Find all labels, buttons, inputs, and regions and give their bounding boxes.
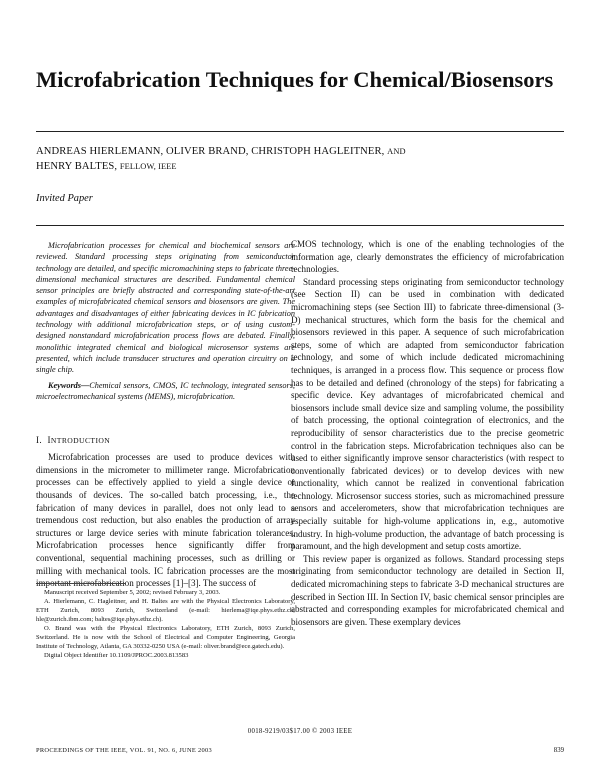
authors-line-2: HENRY BALTES,	[36, 161, 118, 172]
footnote-doi: Digital Object Identifier 10.1109/JPROC.2003.813583	[44, 652, 189, 660]
authors-and: AND	[387, 147, 406, 156]
author-list	[36, 144, 564, 174]
paper-title: Microfabrication Techniques for Chemical/Biosensors	[36, 67, 554, 92]
copyright-line: 0018-9219/03$17.00 © 2003 IEEE	[247, 728, 353, 735]
header-rule	[36, 225, 564, 226]
right-paragraph-3: This review paper is organized as follows. Standard processing steps originating from semiconductor technology are detailed in Section II, dedicated micromachining steps to fabricate 3-D mechanical structures are described in Section III. In Section IV, basic chemical sensor principles are abstracted and corresponding examples for microfabricated chemical and biosensors are given. These exemplary devices	[291, 553, 564, 627]
section-title-rest: NTRODUCTION	[50, 436, 111, 446]
right-paragraph-1: CMOS technology, which is one of the enabling technologies of the information age, clearly demonstrates the efficiency of microfabrication technologies.	[291, 239, 564, 275]
abstract: Microfabrication processes for chemical and biochemical sensors are reviewed. Standard processing steps originating from semiconductor technology are detailed, and specific micromachining steps to fabricate three-dimensional mechanical structures are described. Fundamental chemical sensor principles are briefly abstracted and corresponding state-of-the-art examples of microfabricated chemical sensors and biosensors are given. The advantages and disadvantages of either fabricating devices in IC fabrication technology with additional microfabrication steps, or of using custom-designed nonstandard microfabrication process flows are debated. Finally, monolithic integrated chemical and biological microsensor systems are presented, which include transducer structures and operation circuitry on a single chip.	[36, 241, 295, 375]
footnote-affiliation-2: O. Brand was with the Physical Electronics Laboratory, ETH Zurich, 8093 Zurich, Switzerland. He is now with the School of Electrical and Computer Engineering, Georgia Institute of Technology, Atlanta, GA 30332-0250 USA (e-mail: oliver.brand@ece.gatech.edu).	[36, 625, 295, 651]
intro-paragraph: Microfabrication processes are used to produce devices with dimensions in the micrometer to millimeter range. Microfabrication processes can be effectively applied to yield a single device or thousands of devices. The so-called batch processing, i.e., the fabrication of many devices in parallel, does not only lead to a tremendous cost reduction, but also enables the production of array structures or large device series with minute fabrication tolerances. Microfabrication processes hence significantly differ from conventional, sequential machining processes, such as drilling or milling with mechanical tools. IC fabrication processes are the most important microfabrication processes [1]–[3]. The success of	[36, 452, 295, 589]
right-column	[291, 238, 564, 628]
keywords-label: Keywords—	[48, 380, 90, 390]
footnote-received: Manuscript received September 5, 2002; revised February 3, 2003.	[44, 589, 221, 596]
section-title-initial: I	[47, 435, 51, 446]
footnote-affiliation-1: A. Hierlemann, C. Hagleitner, and H. Baltes are with the Physical Electronics Laboratory, ETH Zurich, 8093 Zurich, Switzerland (e-mail: hierlema@iqe.phys.ethz.ch; hle@zurich.ibm.com; baltes@iqe.phys.ethz.ch).	[36, 598, 295, 624]
keywords-text: Chemical sensors, CMOS, IC technology, integrated sensors, microelectromechanical systems (MEMS), microfabrication.	[36, 380, 295, 401]
section-heading-introduction	[36, 435, 295, 445]
footnotes	[36, 588, 295, 660]
section-number: I.	[36, 435, 43, 446]
footnote-rule	[36, 583, 126, 584]
left-column	[36, 240, 295, 590]
keywords	[36, 380, 295, 403]
author-fellow-grade: FELLOW, IEEE	[119, 162, 177, 171]
page-number: 839	[553, 747, 564, 754]
title-rule	[36, 131, 564, 132]
right-paragraph-2: Standard processing steps originating from semiconductor technology (see Section II) can be used in combination with dedicated micromachining steps (see Section III) to fabricate three-dimensional (3-D) mechanical structures, which form the basis for the chemical and biosensors reviewed in this paper. A sequence of such microfabrication steps, some of which are adapted from semiconductor fabrication technology, and some of which include dedicated micromachining techniques, is arranged in a process flow. This sequence or process flow has to be detailed and defined (chronology of the steps) for fabricating a specific device. Key advantages of microfabricated chemical and biosensors include small device size and sampling volume, the possibility of batch processing, the optional cointegration of electronics, and the reproducibility of sensor characteristics due to the precise geometric control in the fabrication steps. Microfabrication techniques also can be used to either significantly improve sensor characteristics (with respect to conventionally fabricated devices) or to develop devices with new functionality, which cannot be realized in conventional fabrication technology. Microsensor success stories, such as micromachined pressure sensors and accelerometers, show that microfabrication techniques are especially suitable for high-volume applications in, e.g., automotive industry. In high-volume production, the advantage of batch processing is paramount, and the high development and setup costs amortize.	[291, 276, 564, 552]
invited-paper-label: Invited Paper	[36, 193, 93, 204]
authors-line-1: ANDREAS HIERLEMANN, OLIVER BRAND, CHRISTOPH HAGLEITNER,	[36, 146, 385, 157]
running-head: PROCEEDINGS OF THE IEEE, VOL. 91, NO. 6, JUNE 2003	[36, 747, 212, 754]
